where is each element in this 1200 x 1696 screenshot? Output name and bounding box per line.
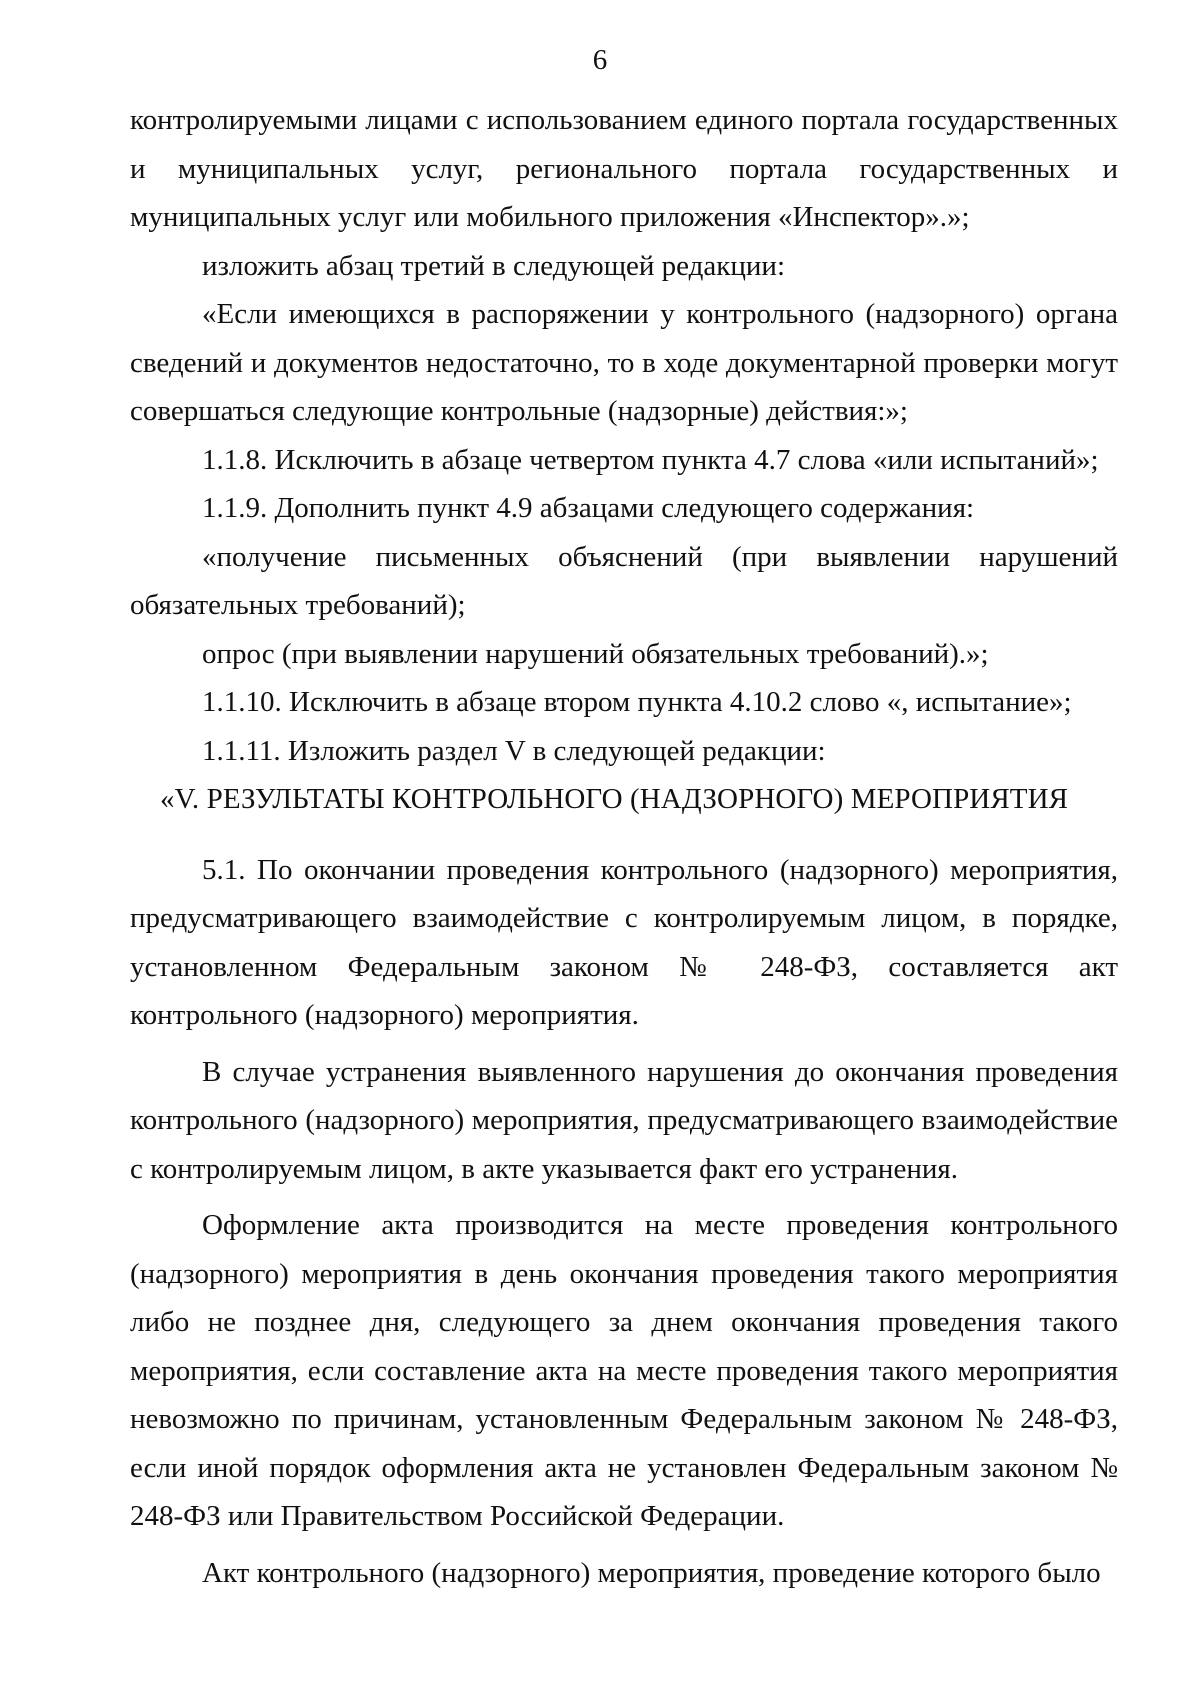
paragraph-survey: опрос (при выявлении нарушений обязательных требований).»; [202, 637, 989, 670]
paragraph-item-1-1-9: 1.1.9. Дополнить пункт 4.9 абзацами следующего содержания: [202, 492, 975, 524]
paragraph-act-registration: Оформление акта производится на месте проведения контрольного (надзорного) мероприятия в день окончания проведения такого мероприятия либо не позднее дня, следующего за днем окончания проведения такого мероприятия, если составление акта на месте проведения такого мероприятия невозможно по причинам, установленным Федеральным законом № 248-ФЗ, если иной порядок оформления акта не установлен Федеральным законом № 248-ФЗ или Правительством Российской Федерации. [130, 1209, 1118, 1532]
paragraph-item-1-1-10: 1.1.10. Исключить в абзаце втором пункта 4.10.2 слово «, испытание»; [202, 686, 1072, 718]
paragraph-violation-elimination: В случае устранения выявленного нарушения до окончания проведения контрольного (надзорного) мероприятия, предусматривающего взаимодействие с контролируемым лицом, в акте указывается факт его устранения. [130, 1055, 1118, 1185]
paragraph-act-continuation: Акт контрольного (надзорного) мероприятия, проведение которого было [202, 1556, 1101, 1589]
paragraph-item-1-1-11: 1.1.11. Изложить раздел V в следующей редакции: [202, 734, 826, 767]
paragraph-5-1: 5.1. По окончании проведения контрольного (надзорного) мероприятия, предусматривающего взаимодействие с контролируемым лицом, в порядке, установленном Федеральным законом № 248-ФЗ, составляется акт контрольного (надзорного) мероприятия. [130, 853, 1118, 1031]
section-heading: «V. РЕЗУЛЬТАТЫ КОНТРОЛЬНОГО (НАДЗОРНОГО) МЕРОПРИЯТИЯ [160, 783, 1069, 815]
paragraph-quoted-text: «Если имеющихся в распоряжении у контрольного (надзорного) органа сведений и документов недостаточно, то в ходе документарной проверки могут совершаться следующие контрольные (надзорные) действия:»; [130, 298, 1118, 427]
paragraph-item-1-1-8: 1.1.8. Исключить в абзаце четвертом пункта 4.7 слова «или испытаний»; [202, 443, 1099, 476]
paragraph-continuation: контролируемыми лицами с использованием единого портала государственных и муниципальных услуг, регионального портала государственных и муниципальных услуг или мобильного приложения «Инспектор».»; [130, 104, 1118, 233]
page-number: 6 [592, 44, 608, 76]
paragraph-quoted-addition: «получение письменных объяснений (при выявлении нарушений обязательных требований); [130, 540, 1118, 621]
document-body [130, 96, 1118, 1597]
paragraph-instruction: изложить абзац третий в следующей редакции: [202, 249, 786, 282]
